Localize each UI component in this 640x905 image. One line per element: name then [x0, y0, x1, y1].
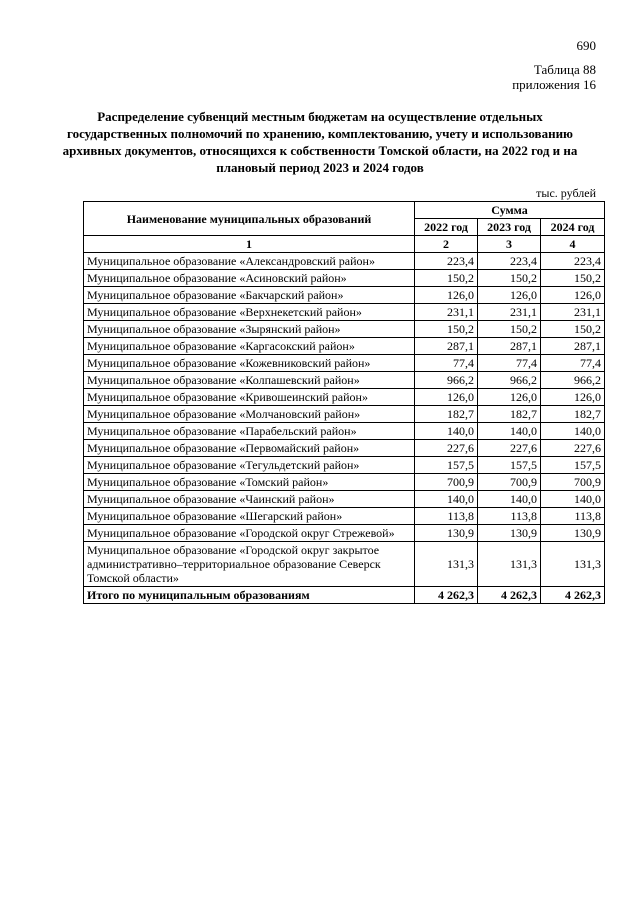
amount-cell: 113,8 — [541, 508, 605, 525]
table-row — [84, 542, 605, 587]
table-row — [84, 508, 605, 525]
header-row — [84, 202, 605, 219]
amount-cell: 223,4 — [541, 253, 605, 270]
amount-cell: 700,9 — [478, 474, 541, 491]
table-row — [84, 253, 605, 270]
amount-cell: 227,6 — [478, 440, 541, 457]
table-row — [84, 270, 605, 287]
header-name: Наименование муниципальных образований — [84, 202, 415, 236]
subvention-table — [83, 201, 605, 604]
amount-cell: 131,3 — [541, 542, 605, 587]
header-year: 2022 год — [415, 219, 478, 236]
total-label: Итого по муниципальным образованиям — [84, 587, 415, 604]
amount-cell: 227,6 — [541, 440, 605, 457]
amount-cell: 231,1 — [415, 304, 478, 321]
municipality-name: Муниципальное образование «Парабельский район» — [84, 423, 415, 440]
amount-cell: 126,0 — [415, 287, 478, 304]
amount-cell: 182,7 — [478, 406, 541, 423]
amount-cell: 126,0 — [478, 389, 541, 406]
municipality-name: Муниципальное образование «Каргасокский район» — [84, 338, 415, 355]
header-sum: Сумма — [415, 202, 605, 219]
total-value: 4 262,3 — [541, 587, 605, 604]
document-title: Распределение субвенций местным бюджетам на осуществление отдельных государственных полномочий по хранению, комплектованию, учету и использованию архивных документов, относящихся к собственности Томской области, на 2022 год и на плановый период 2023 и 2024 годов — [62, 109, 578, 175]
amount-cell: 140,0 — [541, 423, 605, 440]
table-reference-line: приложения 16 — [512, 77, 596, 92]
table-reference-line: Таблица 88 — [533, 62, 596, 77]
table-body — [84, 253, 605, 604]
amount-cell: 157,5 — [415, 457, 478, 474]
header-year: 2024 год — [541, 219, 605, 236]
amount-cell: 150,2 — [415, 270, 478, 287]
column-number: 1 — [84, 236, 415, 253]
municipality-name: Муниципальное образование «Томский район» — [84, 474, 415, 491]
amount-cell: 287,1 — [415, 338, 478, 355]
municipality-name: Муниципальное образование «Городской округ закрытое административно–территориальное образование Северск Томской области» — [84, 542, 415, 587]
amount-cell: 140,0 — [478, 423, 541, 440]
municipality-name: Муниципальное образование «Молчановский район» — [84, 406, 415, 423]
amount-cell: 130,9 — [415, 525, 478, 542]
table-row — [84, 321, 605, 338]
amount-cell: 131,3 — [415, 542, 478, 587]
amount-cell: 150,2 — [541, 321, 605, 338]
amount-cell: 77,4 — [541, 355, 605, 372]
table-row — [84, 355, 605, 372]
municipality-name: Муниципальное образование «Чаинский район» — [84, 491, 415, 508]
amount-cell: 700,9 — [541, 474, 605, 491]
total-row — [84, 587, 605, 604]
table-row — [84, 525, 605, 542]
municipality-name: Муниципальное образование «Тегульдетский район» — [84, 457, 415, 474]
total-value: 4 262,3 — [478, 587, 541, 604]
total-value: 4 262,3 — [415, 587, 478, 604]
table-row — [84, 457, 605, 474]
amount-cell: 182,7 — [541, 406, 605, 423]
units-label: тыс. рублей — [536, 186, 596, 200]
municipality-name: Муниципальное образование «Асиновский район» — [84, 270, 415, 287]
amount-cell: 231,1 — [541, 304, 605, 321]
amount-cell: 126,0 — [541, 389, 605, 406]
amount-cell: 140,0 — [478, 491, 541, 508]
amount-cell: 287,1 — [478, 338, 541, 355]
amount-cell: 966,2 — [541, 372, 605, 389]
amount-cell: 140,0 — [415, 491, 478, 508]
amount-cell: 150,2 — [478, 321, 541, 338]
amount-cell: 157,5 — [478, 457, 541, 474]
amount-cell: 131,3 — [478, 542, 541, 587]
amount-cell: 150,2 — [478, 270, 541, 287]
amount-cell: 130,9 — [478, 525, 541, 542]
amount-cell: 126,0 — [415, 389, 478, 406]
municipality-name: Муниципальное образование «Шегарский район» — [84, 508, 415, 525]
column-number: 4 — [541, 236, 605, 253]
amount-cell: 231,1 — [478, 304, 541, 321]
page-number: 690 — [576, 38, 596, 53]
amount-cell: 223,4 — [415, 253, 478, 270]
table-row — [84, 406, 605, 423]
municipality-name: Муниципальное образование «Александровский район» — [84, 253, 415, 270]
municipality-name: Муниципальное образование «Бакчарский район» — [84, 287, 415, 304]
column-number-row — [84, 236, 605, 253]
amount-cell: 130,9 — [541, 525, 605, 542]
amount-cell: 113,8 — [415, 508, 478, 525]
amount-cell: 140,0 — [541, 491, 605, 508]
municipality-name: Муниципальное образование «Кривошеинский район» — [84, 389, 415, 406]
municipality-name: Муниципальное образование «Зырянский район» — [84, 321, 415, 338]
table-reference — [512, 62, 596, 92]
table-row — [84, 491, 605, 508]
amount-cell: 126,0 — [541, 287, 605, 304]
amount-cell: 77,4 — [415, 355, 478, 372]
table-row — [84, 423, 605, 440]
amount-cell: 150,2 — [415, 321, 478, 338]
municipality-name: Муниципальное образование «Кожевниковский район» — [84, 355, 415, 372]
table-row — [84, 372, 605, 389]
municipality-name: Муниципальное образование «Верхнекетский район» — [84, 304, 415, 321]
table-row — [84, 389, 605, 406]
table-row — [84, 440, 605, 457]
amount-cell: 227,6 — [415, 440, 478, 457]
amount-cell: 966,2 — [415, 372, 478, 389]
table-row — [84, 304, 605, 321]
column-number: 3 — [478, 236, 541, 253]
column-number: 2 — [415, 236, 478, 253]
amount-cell: 182,7 — [415, 406, 478, 423]
amount-cell: 287,1 — [541, 338, 605, 355]
amount-cell: 966,2 — [478, 372, 541, 389]
table-row — [84, 338, 605, 355]
amount-cell: 700,9 — [415, 474, 478, 491]
amount-cell: 77,4 — [478, 355, 541, 372]
amount-cell: 157,5 — [541, 457, 605, 474]
table-row — [84, 474, 605, 491]
amount-cell: 223,4 — [478, 253, 541, 270]
amount-cell: 140,0 — [415, 423, 478, 440]
municipality-name: Муниципальное образование «Первомайский район» — [84, 440, 415, 457]
municipality-name: Муниципальное образование «Колпашевский район» — [84, 372, 415, 389]
table-row — [84, 287, 605, 304]
municipality-name: Муниципальное образование «Городской округ Стрежевой» — [84, 525, 415, 542]
amount-cell: 126,0 — [478, 287, 541, 304]
header-year: 2023 год — [478, 219, 541, 236]
amount-cell: 113,8 — [478, 508, 541, 525]
amount-cell: 150,2 — [541, 270, 605, 287]
